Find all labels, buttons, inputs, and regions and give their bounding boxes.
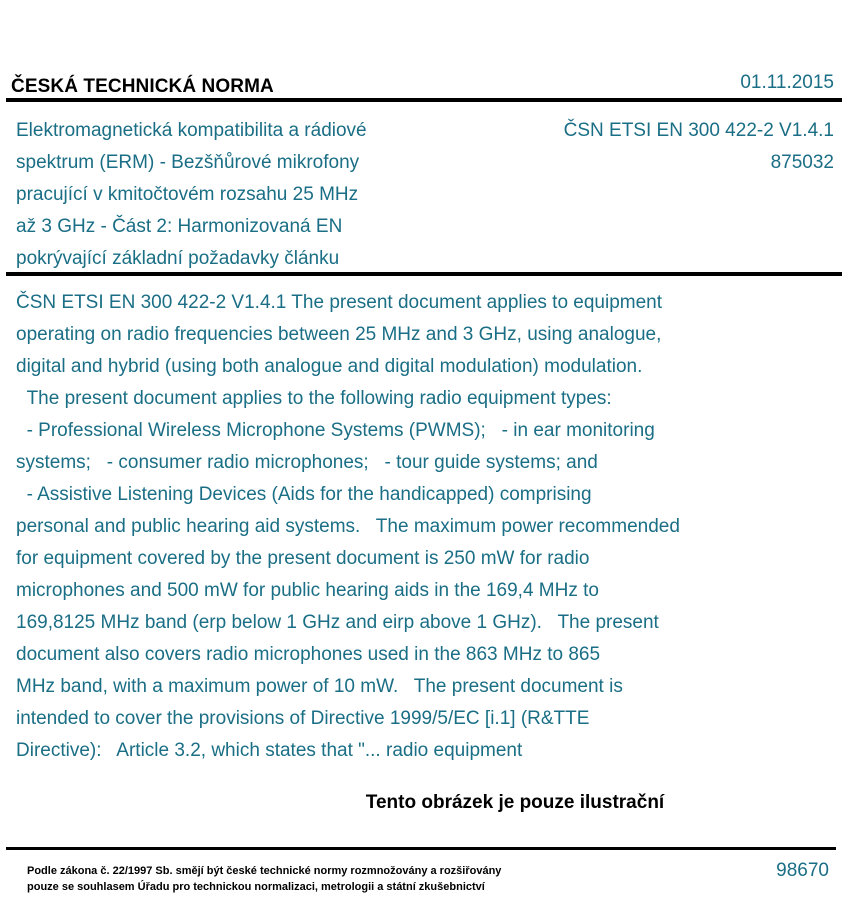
standard-designation: ČSN ETSI EN 300 422-2 V1.4.1 (563, 120, 834, 141)
norm-header-title: ČESKÁ TECHNICKÁ NORMA (11, 76, 274, 97)
standard-identifiers (564, 115, 834, 179)
footer-document-number: 98670 (776, 860, 829, 881)
abstract-line: 169,8125 MHz band (erp below 1 GHz and eirp above 1 GHz). The present (16, 612, 659, 633)
abstract-line: document also covers radio microphones used in the 863 MHz to 865 (16, 644, 601, 665)
standard-title (16, 115, 456, 275)
standard-title-line: až 3 GHz - Část 2: Harmonizovaná EN (16, 216, 343, 237)
header-rule (6, 98, 842, 102)
catalog-number: 875032 (770, 152, 834, 173)
abstract-line: personal and public hearing aid systems. The maximum power recommended (16, 516, 680, 537)
abstract-line: microphones and 500 mW for public hearing aids in the 169,4 MHz to (16, 580, 599, 601)
footer-rule (6, 847, 836, 850)
abstract-line: - Professional Wireless Microphone Systems (PWMS); - in ear monitoring (16, 420, 655, 441)
publication-date: 01.11.2015 (740, 72, 834, 93)
standard-title-line: Elektromagnetická kompatibilita a rádiové (16, 120, 367, 141)
copyright-notice (27, 863, 501, 895)
abstract-line: - Assistive Listening Devices (Aids for the handicapped) comprising (16, 484, 592, 505)
abstract-text (16, 287, 796, 767)
title-rule (6, 272, 842, 276)
abstract-line: ČSN ETSI EN 300 422-2 V1.4.1 The present document applies to equipment (16, 292, 663, 313)
standard-title-line: pokrývající základní požadavky článku (16, 248, 340, 269)
copyright-line: pouze se souhlasem Úřadu pro technickou normalizaci, metrologii a státní zkušebnictví (27, 881, 485, 893)
copyright-line: Podle zákona č. 22/1997 Sb. smějí být české technické normy rozmnožovány a rozšiřovány (27, 865, 502, 877)
abstract-line: operating on radio frequencies between 25 MHz and 3 GHz, using analogue, (16, 324, 662, 345)
standard-title-line: spektrum (ERM) - Bezšňůrové mikrofony (16, 152, 360, 173)
abstract-line: MHz band, with a maximum power of 10 mW. The present document is (16, 676, 623, 697)
abstract-line: systems; - consumer radio microphones; - tour guide systems; and (16, 452, 598, 473)
abstract-line: digital and hybrid (using both analogue and digital modulation) modulation. (16, 356, 643, 377)
abstract-line: for equipment covered by the present document is 250 mW for radio (16, 548, 590, 569)
abstract-line: The present document applies to the following radio equipment types: (16, 388, 612, 409)
abstract-line: Directive): Article 3.2, which states that "... radio equipment (16, 740, 523, 761)
standard-title-line: pracující v kmitočtovém rozsahu 25 MHz (16, 184, 359, 205)
illustration-disclaimer: Tento obrázek je pouze ilustrační (365, 792, 665, 813)
abstract-line: intended to cover the provisions of Directive 1999/5/EC [i.1] (R&TTE (16, 708, 590, 729)
